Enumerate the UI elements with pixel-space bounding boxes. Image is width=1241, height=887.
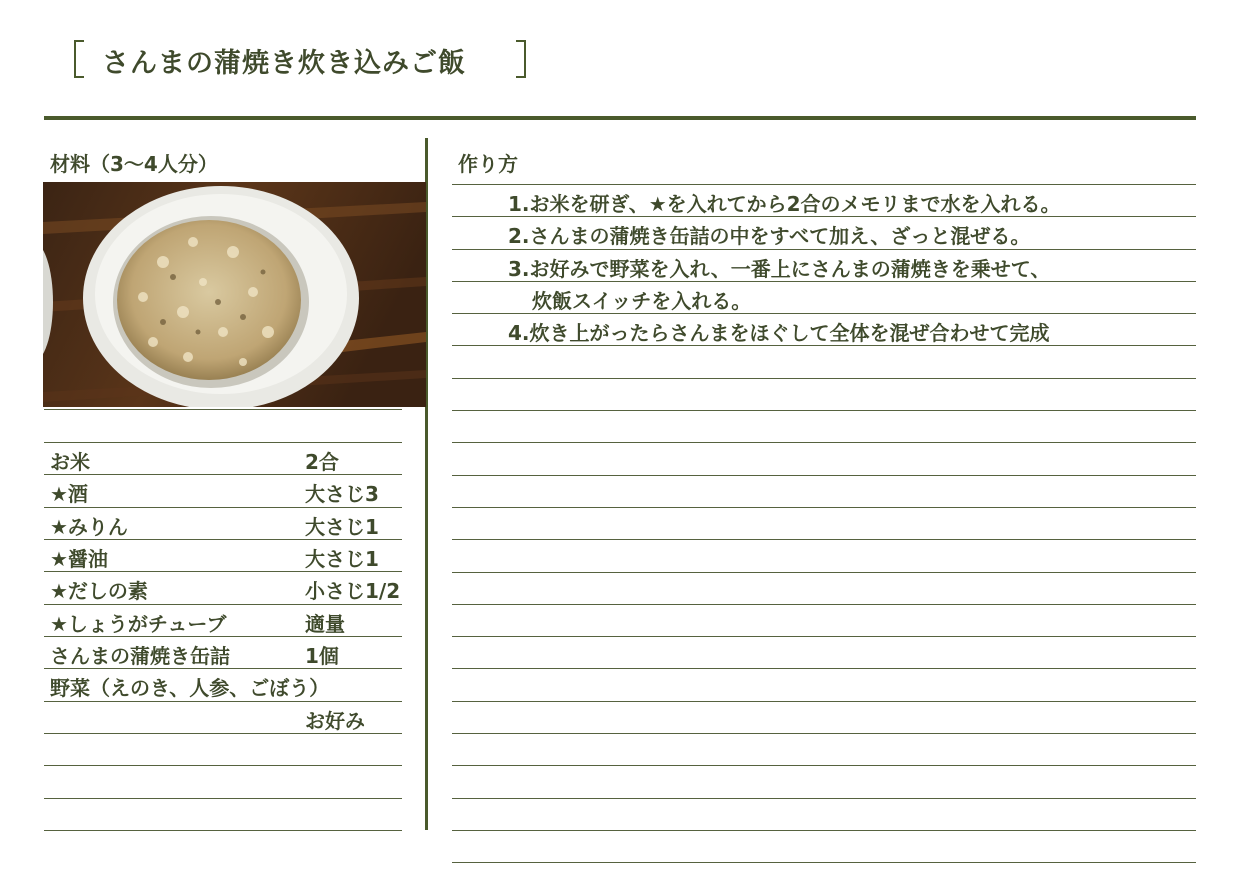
title-bracket-right [516,40,526,78]
step-text: 3.お好みで野菜を入れ、一番上にさんまの蒲焼きを乗せて、 [508,256,1051,281]
ingredient-qty: 1個 [305,644,339,669]
step-row [452,540,1196,572]
ingredient-qty: 2合 [305,450,339,474]
step-row [452,573,1196,605]
ingredient-row [44,508,402,540]
ingredient-qty: 大さじ1 [305,547,379,572]
title-block [74,40,526,78]
step-text: 4.炊き上がったらさんまをほぐして全体を混ぜ合わせて完成 [508,321,1050,346]
step-text: 1.お米を研ぎ、★を入れてから2合のメモリまで水を入れる。 [508,192,1061,216]
step-row [452,637,1196,669]
step-row [452,669,1196,701]
photo-underline [44,409,402,410]
ingredients-list [44,442,402,831]
ingredient-row [44,475,402,507]
ingredient-name: ★みりん [50,514,128,539]
step-row [452,605,1196,637]
step-row [452,346,1196,378]
ingredient-row [44,637,402,669]
page-title: さんまの蒲焼き炊き込みご飯 [102,48,466,79]
step-row [452,766,1196,798]
step-row [452,314,1196,346]
ingredient-name: ★醤油 [50,547,108,572]
ingredient-row [44,799,402,831]
ingredient-row [44,540,402,572]
ingredient-name: お米 [50,450,90,474]
ingredient-name: ★しょうがチューブ [50,611,227,636]
step-text: 2.さんまの蒲焼き缶詰の中をすべて加え、ざっと混ぜる。 [508,224,1031,249]
ingredient-qty: お好み [305,708,365,733]
ingredients-heading: 材料（3～4人分） [50,152,218,176]
step-text: 炊飯スイッチを入れる。 [532,288,752,313]
ingredient-qty: 大さじ1 [305,514,379,539]
step-row [452,476,1196,508]
ingredient-row [44,443,402,475]
step-row [452,282,1196,314]
dish-photo [43,182,426,407]
ingredient-name: さんまの蒲焼き缶詰 [50,644,230,669]
step-row [452,443,1196,475]
steps-list [452,184,1196,863]
ingredient-row [44,572,402,604]
step-row [452,734,1196,766]
step-row [452,411,1196,443]
ingredient-row [44,669,402,701]
header-rule [44,116,1196,120]
steps-heading: 作り方 [458,152,518,176]
ingredient-row [44,734,402,766]
step-row [452,702,1196,734]
step-row [452,508,1196,540]
ingredient-row [44,702,402,734]
ingredient-name: 野菜（えのき、人参、ごぼう） [50,676,330,701]
ingredient-name: ★だしの素 [50,579,148,604]
step-row [452,831,1196,863]
ingredient-row [44,766,402,798]
step-row [452,217,1196,249]
ingredient-qty: 小さじ1/2 [305,579,401,604]
step-row [452,379,1196,411]
step-row [452,799,1196,831]
title-bracket-left [74,40,84,78]
ingredient-name: ★酒 [50,482,88,507]
step-row [452,250,1196,282]
step-row [452,185,1196,217]
ingredient-row [44,605,402,637]
ingredient-qty: 大さじ3 [305,482,379,507]
ingredient-qty: 適量 [305,611,345,636]
